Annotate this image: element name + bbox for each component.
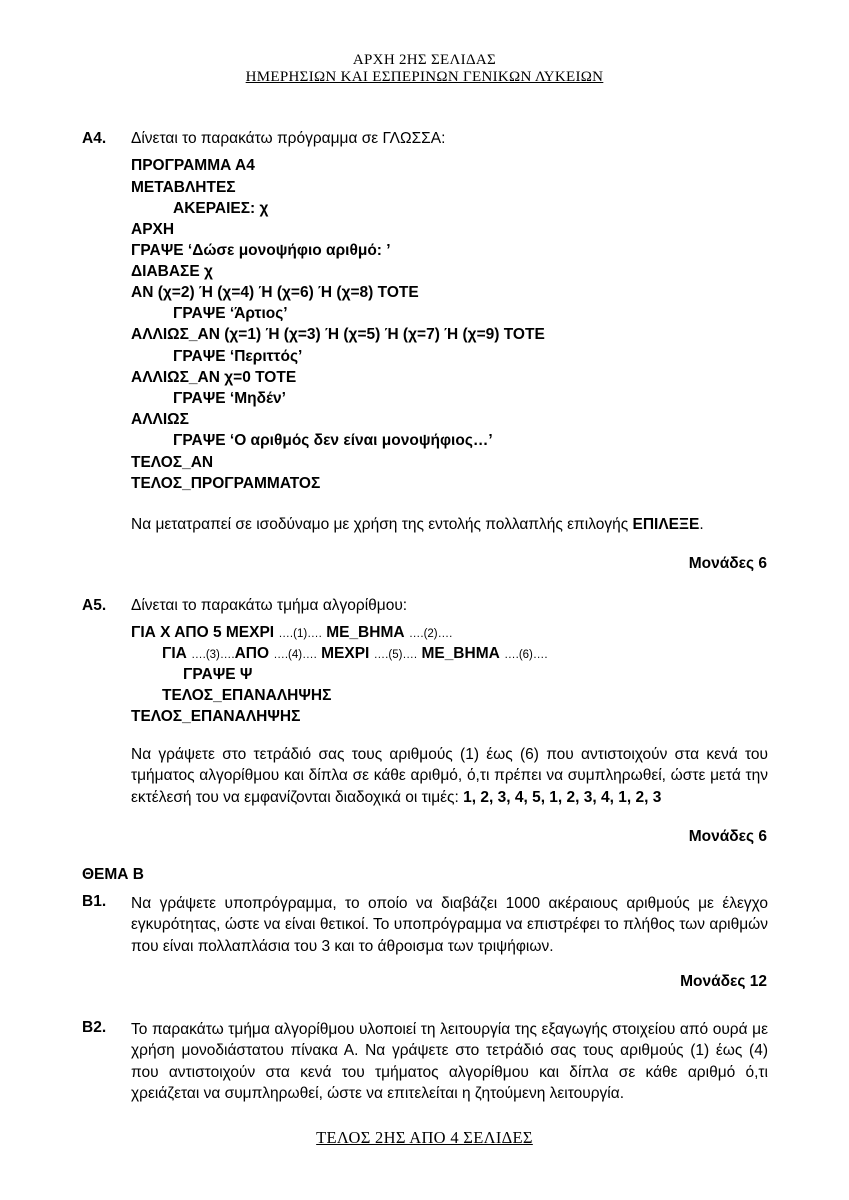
question-a5-task-text: Να γράψετε στο τετράδιό σας τους αριθμούς (1) έως (6) που αντιστοιχούν στα κενά του τμήματος αλγορίθμου και δίπλα σε κάθε αριθμό, ό,τι πρέπει να συμπληρωθεί, ώστε μετά την εκτέλεσή του να εμφανίζονται διαδοχικά οι τιμές: [131,746,768,806]
blank-2: ….(2)…. [408,628,453,640]
algo-line-4: ΤΕΛΟΣ_ΕΠΑΝΑΛΗΨΗΣ [162,687,332,704]
algo-keyword: ΜΕΧΡΙ [321,645,370,662]
algo-line-5: ΤΕΛΟΣ_ΕΠΑΝΑΛΗΨΗΣ [131,708,301,725]
question-a4-task [131,514,768,535]
code-line: ΑΛΛΙΩΣ_ΑΝ χ=0 ΤΟΤΕ [131,369,297,386]
algo-keyword: ΑΠΟ [234,645,270,662]
blank-6: ….(6)…. [504,649,548,661]
question-a5-task [131,744,768,808]
code-line: ΓΡΑΨΕ ‘Ο αριθμός δεν είναι μονοψήφιος…’ [173,432,493,449]
algo-line-3: ΓΡΑΨΕ Ψ [183,666,253,683]
question-a4-intro: Δίνεται το παρακάτω πρόγραμμα σε ΓΛΩΣΣΑ: [131,130,446,147]
question-b1-marks: Μονάδες 12 [680,973,767,990]
question-a4-task-text: Να μετατραπεί σε ισοδύναμο με χρήση της εντολής πολλαπλής επιλογής [131,516,629,533]
page-header-start: ΑΡΧΗ 2ΗΣ ΣΕΛΙΔΑΣ [352,52,497,68]
section-title: ΘΕΜΑ Β [82,866,144,883]
code-line: ΤΕΛΟΣ_ΠΡΟΓΡΑΜΜΑΤΟΣ [131,475,321,492]
algo-line-2 [162,645,548,663]
blank-4: ….(4)…. [273,649,317,661]
blank-3: ….(3)…. [191,649,235,661]
code-line: ΤΕΛΟΣ_ΑΝ [131,454,214,471]
question-a5-marks: Μονάδες 6 [688,828,767,845]
question-a5-label: Α5. [82,597,107,614]
question-a4-label: Α4. [82,130,107,147]
code-line: ΜΕΤΑΒΛΗΤΕΣ [131,179,236,196]
blank-5: ….(5)…. [373,649,418,661]
code-line: ΓΡΑΨΕ ‘Δώσε μονοψήφιο αριθμό: ’ [131,242,391,259]
code-line: ΑΛΛΙΩΣ [131,411,189,428]
code-line: ΔΙΑΒΑΣΕ χ [131,263,213,280]
question-a4-task-keyword: ΕΠΙΛΕΞΕ [632,516,700,533]
question-a5-intro: Δίνεται το παρακάτω τμήμα αλγορίθμου: [131,597,408,614]
code-line: ΓΡΑΨΕ ‘Άρτιος’ [173,305,288,322]
code-line: ΓΡΑΨΕ ‘Μηδέν’ [173,390,286,407]
blank-1: ….(1)…. [278,628,322,640]
page-header-school: ΗΜΕΡΗΣΙΩΝ ΚΑΙ ΕΣΠΕΡΙΝΩΝ ΓΕΝΙΚΩΝ ΛΥΚΕΙΩΝ [245,69,604,85]
question-a4-marks: Μονάδες 6 [688,555,767,572]
code-line: ΑΛΛΙΩΣ_ΑΝ (χ=1) Ή (χ=3) Ή (χ=5) Ή (χ=7) Ή (χ=9) ΤΟΤΕ [131,326,545,343]
code-line: ΑΚΕΡΑΙΕΣ: χ [173,200,269,217]
algo-keyword: ΓΙΑ [162,645,187,662]
question-b2-text: Το παρακάτω τμήμα αλγορίθμου υλοποιεί τη λειτουργία της εξαγωγής στοιχείου από ουρά με χρήση μονοδιάστατου πίνακα Α. Να γράψετε στο τετράδιό σας τους αριθμούς (1) έως (4) που αντιστοιχούν στα κενά του τμήματος αλγορίθμου και δίπλα σε κάθε αριθμό ό,τι χρειάζεται να συμπληρωθεί, ώστε να επιτελείται η ζητούμενη λειτουργία. [131,1021,768,1102]
question-b1-text: Να γράψετε υποπρόγραμμα, το οποίο να διαβάζει 1000 ακέραιους αριθμούς με έλεγχο εγκυρότητας, ώστε να είναι θετικοί. Το υποπρόγραμμα να επιστρέφει το πλήθος των αριθμών που είναι πολλαπλάσια του 3 και το άθροισμα των τριψήφιων. [131,895,768,955]
question-b1-label: Β1. [82,893,107,910]
algo-line-1 [131,624,452,642]
code-line: ΑΝ (χ=2) Ή (χ=4) Ή (χ=6) Ή (χ=8) ΤΟΤΕ [131,284,419,301]
question-a5-task-values: 1, 2, 3, 4, 5, 1, 2, 3, 4, 1, 2, 3 [463,788,662,806]
code-line: ΑΡΧΗ [131,221,175,238]
algo-keyword: ΓΙΑ Χ ΑΠΟ 5 ΜΕΧΡΙ [131,624,275,641]
code-line: ΠΡΟΓΡΑΜΜΑ Α4 [131,157,255,174]
page-footer: ΤΕΛΟΣ 2ΗΣ ΑΠΟ 4 ΣΕΛΙΔΕΣ [316,1128,533,1147]
question-a4-task-end: . [699,516,704,533]
question-b2-label: Β2. [82,1019,107,1036]
algo-keyword: ΜΕ_ΒΗΜΑ [326,624,405,641]
algo-keyword: ΜΕ_ΒΗΜΑ [421,645,500,662]
code-line: ΓΡΑΨΕ ‘Περιττός’ [173,348,303,365]
